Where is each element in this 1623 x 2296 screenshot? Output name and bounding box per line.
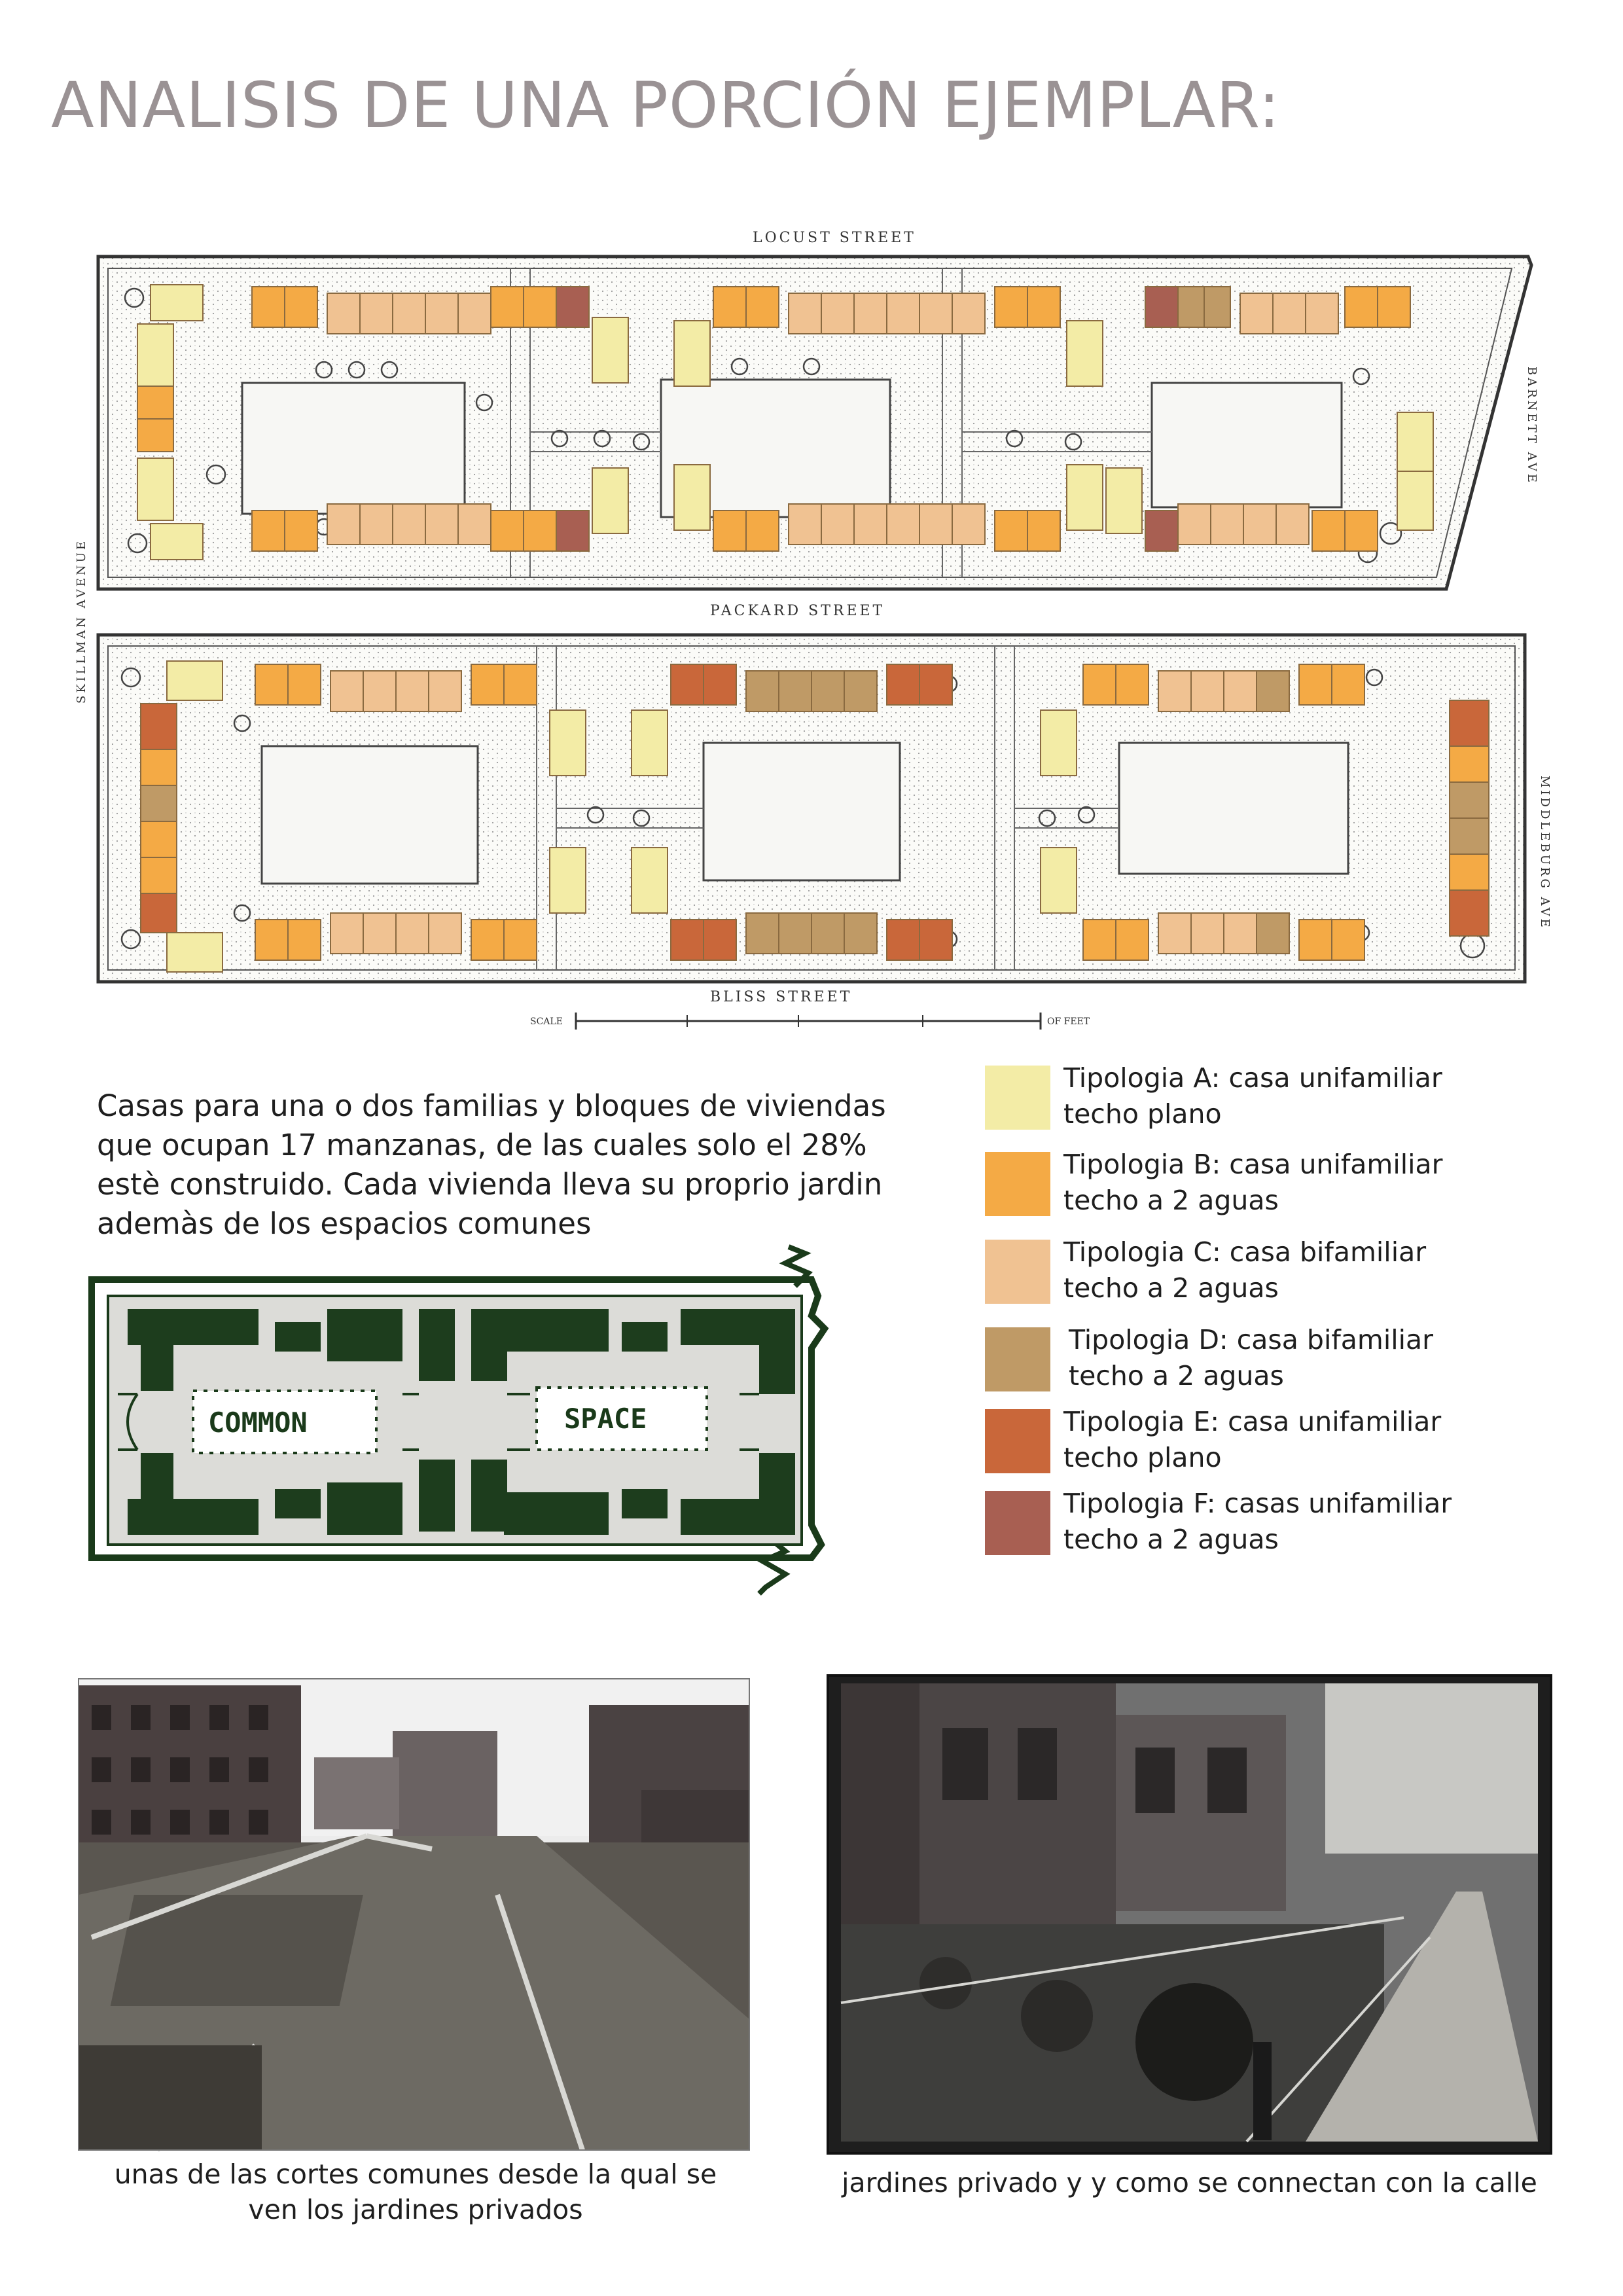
legend-sublabel: techo a 2 aguas (1063, 1524, 1279, 1555)
diagram-label-common: COMMON (208, 1407, 308, 1439)
legend-label: Tipologia D: casa bifamiliar (1069, 1324, 1434, 1355)
legend-swatch (985, 1327, 1050, 1391)
legend-label: Tipologia F: casas unifamiliar (1063, 1488, 1452, 1519)
legend-sublabel: techo plano (1063, 1098, 1222, 1130)
street-label-right-bottom: MIDDLEBURG AVE (1538, 776, 1552, 930)
intro-text: Casas para una o dos familias y bloques de viviendas que ocupan 17 manzanas, de las cuales solo el 28% estè construido. Cada vivienda lleva su proprio jardin ademàs de los espacios comunes (97, 1088, 886, 1241)
legend-swatch (985, 1240, 1050, 1304)
photo-common-court (79, 1679, 749, 2150)
street-label-left: SKILLMAN AVENUE (75, 539, 88, 704)
legend-label: Tipologia C: casa bifamiliar (1063, 1236, 1427, 1268)
legend-sublabel: techo a 2 aguas (1063, 1272, 1279, 1304)
legend-sublabel: techo a 2 aguas (1063, 1185, 1279, 1216)
court (242, 383, 465, 514)
street-label-top: LOCUST STREET (753, 230, 916, 246)
photo1-caption: unas de las cortes comunes desde la qual se ven los jardines privados (114, 2159, 717, 2225)
legend-swatch (985, 1152, 1050, 1216)
svg-text:OF FEET: OF FEET (1047, 1016, 1090, 1027)
legend-swatch (985, 1491, 1050, 1555)
scale-bar (530, 1013, 1090, 1030)
legend-swatch (985, 1066, 1050, 1130)
page-title: ANALISIS DE UNA PORCIÓN EJEMPLAR: (51, 69, 1281, 142)
common-space-diagram (79, 1237, 838, 1604)
court (262, 746, 478, 884)
street-label-middle: PACKARD STREET (710, 603, 885, 619)
legend-item-a (985, 1060, 1574, 1130)
legend-label: Tipologia A: casa unifamiliar (1063, 1062, 1442, 1094)
legend-sublabel: techo a 2 aguas (1069, 1360, 1284, 1391)
diagram-label-space: SPACE (564, 1403, 647, 1435)
svg-text:SCALE: SCALE (530, 1016, 563, 1027)
photo-private-gardens (828, 1676, 1551, 2153)
street-label-right-top: BARNETT AVE (1525, 367, 1539, 485)
photo2-caption: jardines privado y y como se connectan con la calle (842, 2167, 1537, 2198)
legend-item-c (985, 1234, 1574, 1304)
legend-item-b (985, 1147, 1574, 1216)
site-plan (75, 206, 1552, 1050)
court (1119, 743, 1348, 874)
legend-sublabel: techo plano (1063, 1442, 1222, 1473)
legend-label: Tipologia E: casa unifamiliar (1063, 1406, 1442, 1437)
court (704, 743, 900, 880)
legend-swatch (985, 1409, 1050, 1473)
legend-label: Tipologia B: casa unifamiliar (1063, 1149, 1443, 1180)
court (1152, 383, 1342, 507)
legend-item-e (985, 1404, 1574, 1473)
legend-item-f (985, 1486, 1574, 1555)
street-label-bottom: BLISS STREET (710, 989, 853, 1005)
legend-item-d (985, 1322, 1574, 1391)
